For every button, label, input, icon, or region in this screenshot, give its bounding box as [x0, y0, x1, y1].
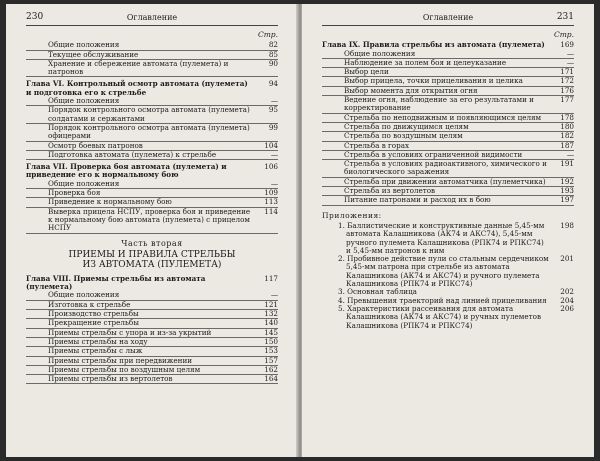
- toc-entry-text: Приемы стрельбы при передвижении: [48, 355, 193, 365]
- appendix-item[interactable]: [322, 222, 574, 255]
- appendix-label: Приложения:: [322, 210, 382, 220]
- part-label: Часть вторая: [121, 238, 183, 248]
- toc-entry-text: Приемы стрельбы с упора и из-за укрытий: [48, 327, 212, 337]
- toc-entry[interactable]: [26, 151, 278, 160]
- appendix-page: 198: [560, 220, 574, 230]
- toc-entry-page: —: [270, 290, 278, 300]
- toc-entry[interactable]: [322, 160, 574, 178]
- chapter-label: Глава IX.: [322, 40, 361, 50]
- book-spread: [6, 4, 594, 457]
- toc-entry-text: Общие положения: [48, 178, 120, 188]
- left-header-rule: [26, 25, 278, 26]
- toc-entry-page: 176: [560, 85, 574, 95]
- chapter-page: 169: [560, 40, 574, 50]
- left-page-number: 230: [26, 12, 44, 22]
- appendix-item[interactable]: [322, 255, 574, 288]
- toc-entry-text: Хранение и сбережение автомата (пулемета) и патронов: [48, 58, 229, 77]
- toc-entry-page: 113: [264, 197, 278, 207]
- toc-entry-text: Приемы стрельбы с лыж: [48, 346, 143, 356]
- appendix-text: 1. Баллистические и конструктивные данные 5,45-мм автомата Калашникова (АК74 и АКС74), 5,45-мм ручного пулемета Калашникова (РПК74 и РПКС74) и 5,45-мм патронов к ним: [338, 220, 545, 255]
- toc-entry-text: Выбор цели: [344, 67, 389, 77]
- chapter-label: Глава VII.: [26, 162, 68, 172]
- toc-entry-page: 95: [268, 105, 278, 115]
- toc-entry-text: Общие положения: [48, 40, 120, 50]
- toc-entry-page: 99: [268, 122, 278, 132]
- toc-entry-text: Выбор прицела, точки прицеливания и целика: [344, 76, 523, 86]
- toc-entry-page: —: [566, 149, 574, 159]
- appendix-page: 206: [560, 303, 574, 313]
- chapter-title: Правила стрельбы из автомата (пулемета): [362, 40, 545, 50]
- appendix-page: 202: [560, 287, 574, 297]
- part-title-line: ИЗ АВТОМАТА (ПУЛЕМЕТА): [82, 260, 222, 271]
- chapter-page: 94: [268, 79, 278, 89]
- toc-entry-page: 182: [560, 131, 574, 141]
- toc-entry[interactable]: [26, 208, 278, 234]
- toc-entry-page: 153: [264, 346, 278, 356]
- right-header: [322, 12, 574, 24]
- appendix-text: 4. Превышения траекторий над линией прицеливания: [338, 295, 547, 305]
- toc-entry-text: Стрельба в горах: [344, 140, 410, 150]
- toc-entry[interactable]: [322, 96, 574, 114]
- toc-entry-page: 180: [560, 121, 574, 131]
- toc-entry-text: Приведение к нормальному бою: [48, 197, 172, 207]
- appendix-text: 3. Основная таблица: [338, 287, 417, 297]
- toc-entry-text: Приемы стрельбы по воздушным целям: [48, 364, 201, 374]
- toc-entry-text: Осмотр боевых патронов: [48, 140, 143, 150]
- toc-entry-text: Производство стрельбы: [48, 309, 139, 319]
- toc-chapter-7[interactable]: [26, 163, 278, 180]
- chapter-title: Контрольный осмотр автомата (пулемета) и подготовка его к стрельбе: [26, 79, 248, 97]
- chapter-page: 106: [264, 162, 278, 172]
- toc-entry-text: Стрельба из вертолетов: [344, 186, 436, 196]
- toc-entry-text: Общие положения: [344, 48, 416, 58]
- part-title: [26, 250, 278, 271]
- toc-entry-text: Стрельба по воздушным целям: [344, 131, 463, 141]
- right-page: [302, 4, 594, 457]
- chapter-label: Глава VI.: [26, 79, 65, 89]
- toc-entry-page: —: [270, 149, 278, 159]
- toc-entry-page: 191: [560, 159, 574, 169]
- toc-entry-page: 193: [560, 186, 574, 196]
- toc-entry-text: Общие положения: [48, 96, 120, 106]
- toc-entry-text: Изготовка к стрельбе: [48, 299, 131, 309]
- toc-entry-page: —: [566, 48, 574, 58]
- toc-entry-text: Стрельба при движении автоматчика (пулеметчика): [344, 176, 546, 186]
- toc-entry[interactable]: [26, 60, 278, 78]
- toc-entry-page: 164: [264, 374, 278, 384]
- toc-entry-text: Общие положения: [48, 290, 120, 300]
- toc-entry[interactable]: [26, 124, 278, 142]
- chapter-title: Проверка боя автомата (пулемета) и приведение его к нормальному бою: [26, 162, 227, 180]
- right-toc: [322, 31, 574, 330]
- toc-entry-text: Подготовка автомата (пулемета) к стрельбе: [48, 149, 217, 159]
- toc-entry-page: 90: [268, 58, 278, 68]
- left-toc: [26, 31, 278, 384]
- left-page: [6, 4, 298, 457]
- str-label: Стр.: [257, 30, 278, 39]
- toc-entry-page: 121: [264, 299, 278, 309]
- toc-entry-page: —: [270, 178, 278, 188]
- toc-entry-text: Стрельба в условиях радиоактивного, химического и биологического заражения: [344, 159, 547, 177]
- toc-entry-text: Выверка прицела НСПУ, проверка боя и приведение к нормальному бою автомата (пулемета) с прицелом НСПУ: [48, 206, 251, 233]
- appendix-item[interactable]: [322, 305, 574, 330]
- toc-entry-text: Проверка боя: [48, 188, 101, 198]
- toc-entry-text: Питание патронами и расход их в бою: [344, 195, 491, 205]
- toc-entry-page: 150: [264, 336, 278, 346]
- toc-entry[interactable]: [26, 375, 278, 384]
- toc-entry-page: 132: [264, 309, 278, 319]
- right-header-rule: [322, 25, 574, 26]
- toc-entry-page: 145: [264, 327, 278, 337]
- toc-entry-page: 171: [560, 67, 574, 77]
- toc-entry-page: 197: [560, 195, 574, 205]
- toc-entry-text: Порядок контрольного осмотра автомата (пулемета) офицерами: [48, 122, 250, 141]
- toc-entry-page: 85: [268, 49, 278, 59]
- toc-entry-text: Прекращение стрельбы: [48, 318, 139, 328]
- toc-chapter-6[interactable]: [26, 80, 278, 97]
- toc-entry-text: Наблюдение за полем боя и целеуказание: [344, 57, 507, 67]
- toc-entry-page: 104: [264, 140, 278, 150]
- toc-entry-text: Приемы стрельбы из вертолетов: [48, 374, 173, 384]
- toc-entry-page: 114: [264, 206, 278, 216]
- appendix-page: 201: [560, 254, 574, 264]
- appendix-text: 2. Пробивное действие пули со стальным сердечником 5,45-мм патрона при стрельбе из автомата Калашникова (АК74 и АКС74) и ручного пулемета Калашникова (РПК74 и РПКС74): [338, 254, 549, 289]
- toc-entry-page: 177: [560, 95, 574, 105]
- right-page-number: 231: [556, 12, 574, 22]
- chapter-page: 117: [264, 273, 278, 283]
- toc-entry-page: 178: [560, 112, 574, 122]
- toc-entry-page: 109: [264, 188, 278, 198]
- str-label: Стр.: [553, 30, 574, 39]
- toc-entry-text: Порядок контрольного осмотра автомата (пулемета) солдатами и сержантами: [48, 105, 250, 123]
- toc-entry-page: 187: [560, 140, 574, 150]
- toc-entry-page: 172: [560, 76, 574, 86]
- toc-entry-page: —: [566, 57, 574, 67]
- chapter-label: Глава VIII.: [26, 273, 72, 283]
- left-header-title: Оглавление: [126, 13, 178, 22]
- toc-entry-page: 192: [560, 176, 574, 186]
- toc-entry-page: 157: [264, 355, 278, 365]
- toc-entry[interactable]: [26, 106, 278, 124]
- toc-entry-text: Стрельба по движущимся целям: [344, 121, 469, 131]
- toc-entry-text: Выбор момента для открытия огня: [344, 85, 478, 95]
- appendix-page: 204: [560, 295, 574, 305]
- chapter-title: Приемы стрельбы из автомата (пулемета): [26, 273, 206, 292]
- toc-entry-page: 140: [264, 318, 278, 328]
- appendix-heading: [322, 212, 574, 220]
- toc-entry-text: Текущее обслуживание: [48, 49, 139, 59]
- toc-entry-page: 82: [268, 40, 278, 50]
- toc-entry[interactable]: [322, 196, 574, 205]
- toc-entry-text: Приемы стрельбы на ходу: [48, 336, 148, 346]
- toc-entry-page: —: [270, 96, 278, 106]
- toc-chapter-8[interactable]: [26, 275, 278, 292]
- left-header: [26, 12, 278, 24]
- part-title-line: ПРИЕМЫ И ПРАВИЛА СТРЕЛЬБЫ: [68, 249, 236, 260]
- toc-entry-text: Стрельба в условиях ограниченной видимости: [344, 149, 523, 159]
- toc-entry-text: Ведение огня, наблюдение за его результатами и корректирование: [344, 95, 534, 113]
- toc-entry-text: Стрельба по неподвижным и появляющимся целям: [344, 112, 542, 122]
- appendix-text: 5. Характеристики рассеивания для автомата Калашникова (АК74 и АКС74) и ручных пулеметов Калашникова (РПК74 и РПКС74): [338, 303, 541, 330]
- toc-entry-page: 162: [264, 364, 278, 374]
- right-header-title: Оглавление: [422, 13, 474, 22]
